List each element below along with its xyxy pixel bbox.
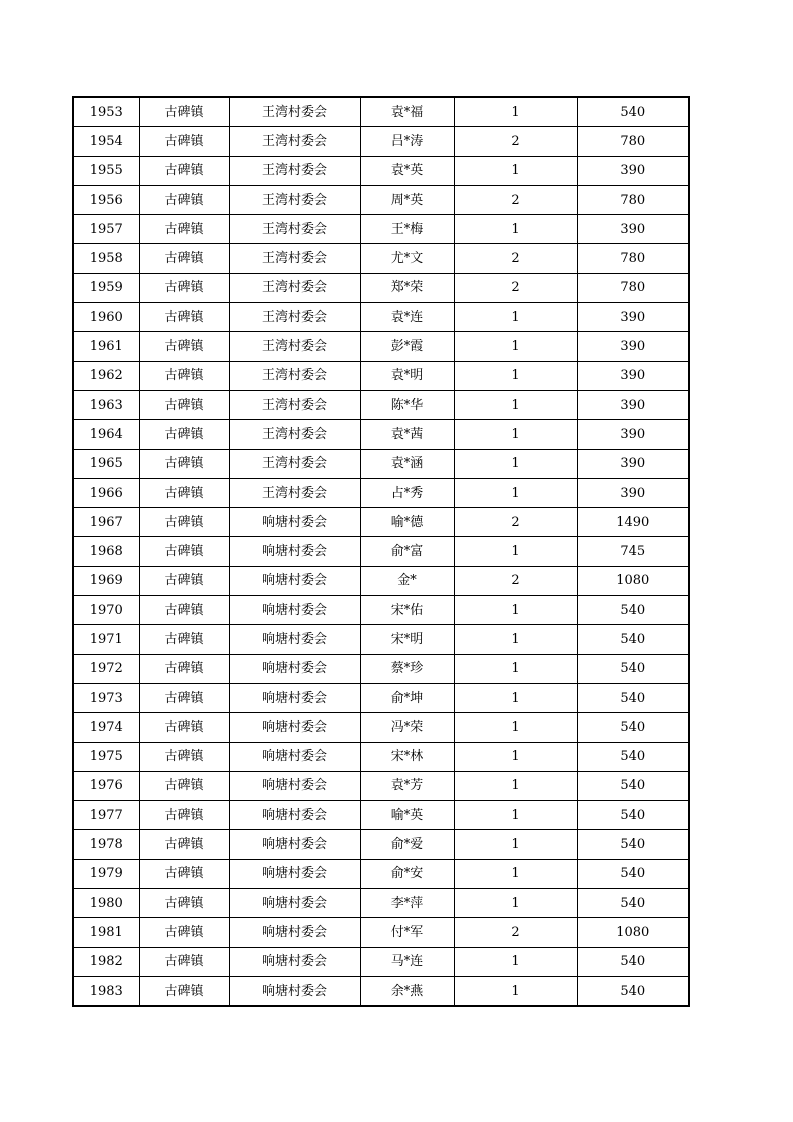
record-number-cell: 1954	[73, 127, 139, 156]
household-count-cell: 1	[454, 156, 577, 185]
village-committee-cell: 响塘村委会	[229, 508, 360, 537]
household-count-cell: 1	[454, 596, 577, 625]
village-committee-cell: 响塘村委会	[229, 713, 360, 742]
table-row	[73, 332, 689, 361]
records-table	[72, 96, 690, 1007]
household-count-cell: 1	[454, 303, 577, 332]
person-name-cell: 喻*德	[360, 508, 454, 537]
town-cell: 古碑镇	[139, 889, 229, 918]
amount-cell: 540	[577, 771, 689, 800]
amount-cell: 540	[577, 596, 689, 625]
household-count-cell: 1	[454, 537, 577, 566]
person-name-cell: 宋*林	[360, 742, 454, 771]
table-row	[73, 830, 689, 859]
record-number-cell: 1962	[73, 361, 139, 390]
village-committee-cell: 响塘村委会	[229, 771, 360, 800]
village-committee-cell: 响塘村委会	[229, 654, 360, 683]
person-name-cell: 彭*霞	[360, 332, 454, 361]
record-number-cell: 1979	[73, 859, 139, 888]
village-committee-cell: 响塘村委会	[229, 566, 360, 595]
village-committee-cell: 响塘村委会	[229, 947, 360, 976]
person-name-cell: 俞*爱	[360, 830, 454, 859]
village-committee-cell: 王湾村委会	[229, 390, 360, 419]
amount-cell: 540	[577, 654, 689, 683]
household-count-cell: 1	[454, 859, 577, 888]
amount-cell: 1080	[577, 918, 689, 947]
record-number-cell: 1969	[73, 566, 139, 595]
record-number-cell: 1975	[73, 742, 139, 771]
village-committee-cell: 响塘村委会	[229, 859, 360, 888]
person-name-cell: 袁*茜	[360, 420, 454, 449]
village-committee-cell: 响塘村委会	[229, 625, 360, 654]
town-cell: 古碑镇	[139, 801, 229, 830]
person-name-cell: 袁*英	[360, 156, 454, 185]
household-count-cell: 1	[454, 801, 577, 830]
village-committee-cell: 王湾村委会	[229, 273, 360, 302]
household-count-cell: 1	[454, 449, 577, 478]
town-cell: 古碑镇	[139, 361, 229, 390]
record-number-cell: 1983	[73, 976, 139, 1006]
village-committee-cell: 响塘村委会	[229, 889, 360, 918]
record-number-cell: 1955	[73, 156, 139, 185]
amount-cell: 540	[577, 742, 689, 771]
person-name-cell: 宋*明	[360, 625, 454, 654]
village-committee-cell: 王湾村委会	[229, 478, 360, 507]
household-count-cell: 2	[454, 185, 577, 214]
person-name-cell: 俞*富	[360, 537, 454, 566]
person-name-cell: 陈*华	[360, 390, 454, 419]
town-cell: 古碑镇	[139, 566, 229, 595]
town-cell: 古碑镇	[139, 127, 229, 156]
record-number-cell: 1964	[73, 420, 139, 449]
household-count-cell: 1	[454, 771, 577, 800]
table-row	[73, 625, 689, 654]
person-name-cell: 付*军	[360, 918, 454, 947]
record-number-cell: 1953	[73, 97, 139, 127]
village-committee-cell: 响塘村委会	[229, 537, 360, 566]
record-number-cell: 1976	[73, 771, 139, 800]
person-name-cell: 冯*荣	[360, 713, 454, 742]
table-row	[73, 713, 689, 742]
village-committee-cell: 王湾村委会	[229, 420, 360, 449]
village-committee-cell: 响塘村委会	[229, 683, 360, 712]
amount-cell: 1080	[577, 566, 689, 595]
person-name-cell: 宋*佑	[360, 596, 454, 625]
amount-cell: 780	[577, 127, 689, 156]
town-cell: 古碑镇	[139, 859, 229, 888]
town-cell: 古碑镇	[139, 683, 229, 712]
village-committee-cell: 王湾村委会	[229, 332, 360, 361]
town-cell: 古碑镇	[139, 215, 229, 244]
table-row	[73, 478, 689, 507]
amount-cell: 390	[577, 420, 689, 449]
household-count-cell: 2	[454, 508, 577, 537]
table-row	[73, 273, 689, 302]
household-count-cell: 1	[454, 478, 577, 507]
household-count-cell: 1	[454, 830, 577, 859]
record-number-cell: 1968	[73, 537, 139, 566]
person-name-cell: 喻*英	[360, 801, 454, 830]
town-cell: 古碑镇	[139, 390, 229, 419]
village-committee-cell: 响塘村委会	[229, 801, 360, 830]
table-row	[73, 566, 689, 595]
record-number-cell: 1974	[73, 713, 139, 742]
town-cell: 古碑镇	[139, 420, 229, 449]
town-cell: 古碑镇	[139, 625, 229, 654]
village-committee-cell: 王湾村委会	[229, 215, 360, 244]
amount-cell: 540	[577, 801, 689, 830]
record-number-cell: 1956	[73, 185, 139, 214]
household-count-cell: 2	[454, 244, 577, 273]
table-row	[73, 918, 689, 947]
town-cell: 古碑镇	[139, 185, 229, 214]
table-row	[73, 303, 689, 332]
household-count-cell: 1	[454, 215, 577, 244]
village-committee-cell: 响塘村委会	[229, 918, 360, 947]
amount-cell: 780	[577, 185, 689, 214]
table-row	[73, 127, 689, 156]
person-name-cell: 袁*明	[360, 361, 454, 390]
amount-cell: 780	[577, 244, 689, 273]
village-committee-cell: 王湾村委会	[229, 361, 360, 390]
town-cell: 古碑镇	[139, 918, 229, 947]
town-cell: 古碑镇	[139, 303, 229, 332]
town-cell: 古碑镇	[139, 713, 229, 742]
amount-cell: 780	[577, 273, 689, 302]
table-row	[73, 889, 689, 918]
village-committee-cell: 王湾村委会	[229, 244, 360, 273]
person-name-cell: 俞*安	[360, 859, 454, 888]
town-cell: 古碑镇	[139, 97, 229, 127]
amount-cell: 1490	[577, 508, 689, 537]
amount-cell: 540	[577, 889, 689, 918]
town-cell: 古碑镇	[139, 771, 229, 800]
household-count-cell: 1	[454, 889, 577, 918]
household-count-cell: 1	[454, 713, 577, 742]
amount-cell: 390	[577, 156, 689, 185]
records-table-body	[73, 97, 689, 1006]
person-name-cell: 金*	[360, 566, 454, 595]
town-cell: 古碑镇	[139, 156, 229, 185]
town-cell: 古碑镇	[139, 449, 229, 478]
record-number-cell: 1959	[73, 273, 139, 302]
household-count-cell: 1	[454, 976, 577, 1006]
household-count-cell: 1	[454, 683, 577, 712]
record-number-cell: 1981	[73, 918, 139, 947]
town-cell: 古碑镇	[139, 654, 229, 683]
village-committee-cell: 响塘村委会	[229, 830, 360, 859]
person-name-cell: 袁*涵	[360, 449, 454, 478]
table-row	[73, 215, 689, 244]
person-name-cell: 袁*福	[360, 97, 454, 127]
town-cell: 古碑镇	[139, 830, 229, 859]
person-name-cell: 袁*芳	[360, 771, 454, 800]
amount-cell: 390	[577, 390, 689, 419]
village-committee-cell: 响塘村委会	[229, 742, 360, 771]
person-name-cell: 吕*涛	[360, 127, 454, 156]
household-count-cell: 1	[454, 742, 577, 771]
village-committee-cell: 王湾村委会	[229, 156, 360, 185]
record-number-cell: 1967	[73, 508, 139, 537]
amount-cell: 540	[577, 683, 689, 712]
person-name-cell: 周*英	[360, 185, 454, 214]
amount-cell: 540	[577, 859, 689, 888]
person-name-cell: 余*燕	[360, 976, 454, 1006]
village-committee-cell: 王湾村委会	[229, 97, 360, 127]
amount-cell: 540	[577, 830, 689, 859]
person-name-cell: 袁*连	[360, 303, 454, 332]
person-name-cell: 占*秀	[360, 478, 454, 507]
record-number-cell: 1957	[73, 215, 139, 244]
amount-cell: 540	[577, 713, 689, 742]
town-cell: 古碑镇	[139, 976, 229, 1006]
table-row	[73, 771, 689, 800]
household-count-cell: 1	[454, 420, 577, 449]
table-row	[73, 683, 689, 712]
household-count-cell: 2	[454, 566, 577, 595]
table-row	[73, 976, 689, 1006]
table-row	[73, 947, 689, 976]
household-count-cell: 1	[454, 625, 577, 654]
person-name-cell: 俞*坤	[360, 683, 454, 712]
record-number-cell: 1961	[73, 332, 139, 361]
village-committee-cell: 王湾村委会	[229, 185, 360, 214]
record-number-cell: 1978	[73, 830, 139, 859]
record-number-cell: 1977	[73, 801, 139, 830]
table-row	[73, 97, 689, 127]
person-name-cell: 尤*文	[360, 244, 454, 273]
amount-cell: 540	[577, 97, 689, 127]
town-cell: 古碑镇	[139, 596, 229, 625]
town-cell: 古碑镇	[139, 537, 229, 566]
table-row	[73, 801, 689, 830]
village-committee-cell: 响塘村委会	[229, 596, 360, 625]
town-cell: 古碑镇	[139, 332, 229, 361]
person-name-cell: 李*萍	[360, 889, 454, 918]
table-row	[73, 654, 689, 683]
village-committee-cell: 响塘村委会	[229, 976, 360, 1006]
household-count-cell: 1	[454, 947, 577, 976]
household-count-cell: 2	[454, 918, 577, 947]
table-row	[73, 508, 689, 537]
town-cell: 古碑镇	[139, 478, 229, 507]
household-count-cell: 1	[454, 390, 577, 419]
amount-cell: 390	[577, 449, 689, 478]
amount-cell: 540	[577, 625, 689, 654]
record-number-cell: 1963	[73, 390, 139, 419]
table-row	[73, 537, 689, 566]
table-row	[73, 390, 689, 419]
record-number-cell: 1973	[73, 683, 139, 712]
amount-cell: 390	[577, 215, 689, 244]
table-row	[73, 361, 689, 390]
village-committee-cell: 王湾村委会	[229, 303, 360, 332]
table-row	[73, 156, 689, 185]
town-cell: 古碑镇	[139, 273, 229, 302]
village-committee-cell: 王湾村委会	[229, 449, 360, 478]
amount-cell: 745	[577, 537, 689, 566]
person-name-cell: 马*连	[360, 947, 454, 976]
household-count-cell: 1	[454, 654, 577, 683]
town-cell: 古碑镇	[139, 947, 229, 976]
household-count-cell: 1	[454, 361, 577, 390]
household-count-cell: 1	[454, 97, 577, 127]
record-number-cell: 1960	[73, 303, 139, 332]
household-count-cell: 2	[454, 273, 577, 302]
town-cell: 古碑镇	[139, 508, 229, 537]
amount-cell: 540	[577, 976, 689, 1006]
record-number-cell: 1971	[73, 625, 139, 654]
village-committee-cell: 王湾村委会	[229, 127, 360, 156]
household-count-cell: 1	[454, 332, 577, 361]
amount-cell: 540	[577, 947, 689, 976]
person-name-cell: 蔡*珍	[360, 654, 454, 683]
record-number-cell: 1982	[73, 947, 139, 976]
person-name-cell: 王*梅	[360, 215, 454, 244]
table-row	[73, 596, 689, 625]
household-count-cell: 2	[454, 127, 577, 156]
amount-cell: 390	[577, 332, 689, 361]
table-row	[73, 449, 689, 478]
table-row	[73, 244, 689, 273]
table-row	[73, 742, 689, 771]
table-row	[73, 859, 689, 888]
record-number-cell: 1980	[73, 889, 139, 918]
record-number-cell: 1958	[73, 244, 139, 273]
table-row	[73, 185, 689, 214]
record-number-cell: 1970	[73, 596, 139, 625]
amount-cell: 390	[577, 361, 689, 390]
table-row	[73, 420, 689, 449]
amount-cell: 390	[577, 303, 689, 332]
town-cell: 古碑镇	[139, 244, 229, 273]
record-number-cell: 1966	[73, 478, 139, 507]
amount-cell: 390	[577, 478, 689, 507]
person-name-cell: 郑*荣	[360, 273, 454, 302]
record-number-cell: 1972	[73, 654, 139, 683]
town-cell: 古碑镇	[139, 742, 229, 771]
record-number-cell: 1965	[73, 449, 139, 478]
